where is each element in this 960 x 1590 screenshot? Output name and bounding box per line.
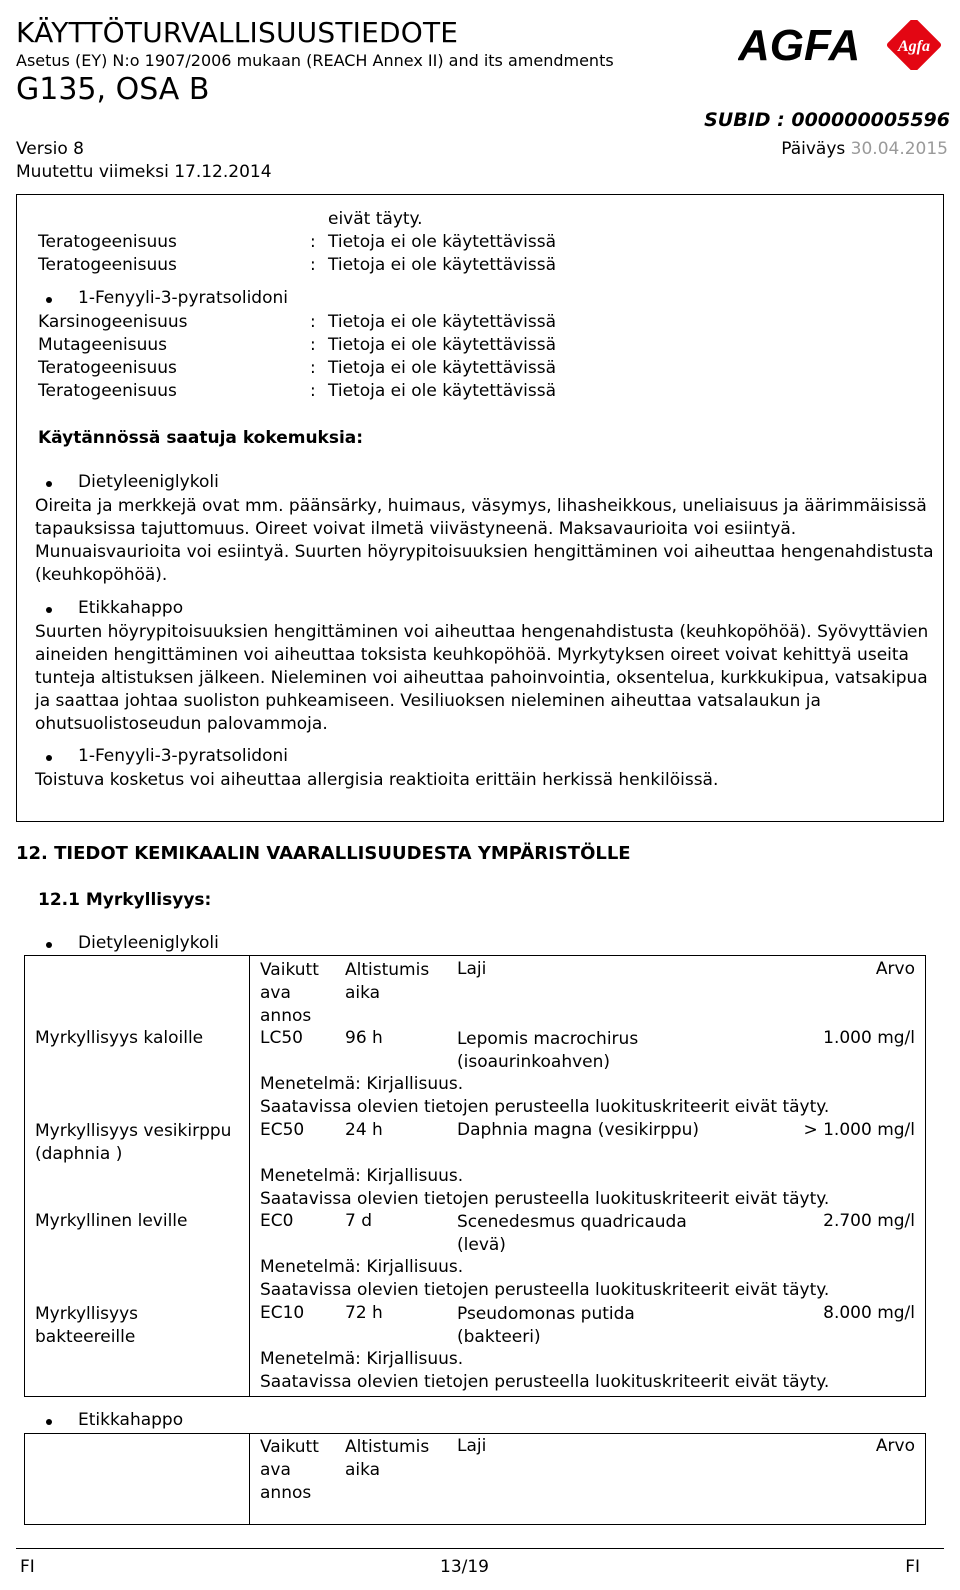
classification-note: Saatavissa olevien tietojen perusteella luokituskriteerit eivät täyty.	[260, 1189, 830, 1209]
property-label: Mutageenisuus	[38, 335, 167, 355]
footer-divider	[16, 1548, 944, 1549]
method: Menetelmä: Kirjallisuus.	[260, 1074, 464, 1094]
last-modified: Muutettu viimeksi 17.12.2014	[16, 162, 272, 182]
bullet-icon	[46, 942, 52, 948]
exposure-time: 7 d	[345, 1211, 373, 1231]
column-header-species: Laji	[457, 959, 487, 979]
property-value: Tietoja ei ole käytettävissä	[328, 312, 557, 332]
column-header-value: Arvo	[875, 959, 915, 979]
property-label: Teratogeenisuus	[38, 255, 177, 275]
classification-note: Saatavissa olevien tietojen perusteella luokituskriteerit eivät täyty.	[260, 1372, 830, 1392]
regulation-line: Asetus (EY) N:o 1907/2006 mukaan (REACH Annex II) and its amendments	[16, 51, 614, 70]
property-value: Tietoja ei ole käytettävissä	[328, 232, 557, 252]
experience-text: Oireita ja merkkejä ovat mm. päänsärky, huimaus, väsymys, lihasheikkous, uneliaisuus ja äärimmäisissä tapauksissa tajuttomuus. Oireet voivat ilmetä viivästyneenä. Maksavaurioita voi esiintyä. Munuaisvaurioita voi esiintyä. Suurten höyrypitoisuuksien hengittäminen voi aiheuttaa hengenahdistusta (keuhkopöhöä).	[35, 496, 934, 585]
property-value: Tietoja ei ole käytettävissä	[328, 358, 557, 378]
table-label-column	[24, 1433, 250, 1525]
colon: :	[310, 232, 316, 252]
agfa-logo	[738, 20, 948, 70]
colon: :	[310, 335, 316, 355]
subid: SUBID : 000000005596	[704, 109, 950, 131]
svg-text:AGFA: AGFA	[738, 21, 861, 70]
bullet-icon	[46, 607, 52, 613]
substance-name: 1-Fenyyli-3-pyratsolidoni	[78, 746, 289, 766]
species: Pseudomonas putida (bakteeri)	[457, 1304, 635, 1347]
page-number: 13/19	[440, 1557, 489, 1577]
substance-name: Dietyleeniglykoli	[78, 472, 219, 492]
colon: :	[310, 255, 316, 275]
agfa-logo-graphic	[738, 20, 948, 70]
toxicity-label: Myrkyllinen leville	[35, 1211, 188, 1231]
colon: :	[310, 312, 316, 332]
endpoint: EC10	[260, 1303, 305, 1323]
substance-name: Dietyleeniglykoli	[78, 933, 219, 953]
section-12-heading: 12. TIEDOT KEMIKAALIN VAARALLISUUDESTA YMPÄRISTÖLLE	[16, 843, 631, 864]
species: Scenedesmus quadricauda (levä)	[457, 1212, 687, 1255]
footer-language-right: FI	[905, 1557, 920, 1577]
endpoint: EC0	[260, 1211, 294, 1231]
classification-note: Saatavissa olevien tietojen perusteella luokituskriteerit eivät täyty.	[260, 1280, 830, 1300]
substance-name: 1-Fenyyli-3-pyratsolidoni	[78, 288, 289, 308]
endpoint: EC50	[260, 1120, 305, 1140]
method: Menetelmä: Kirjallisuus.	[260, 1166, 464, 1186]
exposure-time: 96 h	[345, 1028, 383, 1048]
species: Lepomis macrochirus (isoaurinkoahven)	[457, 1029, 639, 1072]
toxicity-label: Myrkyllisyys vesikirppu (daphnia )	[35, 1121, 232, 1164]
date-label: Päiväys	[781, 139, 846, 159]
substance-name: Etikkahappo	[78, 1410, 184, 1430]
bullet-icon	[46, 297, 52, 303]
property-label: Teratogeenisuus	[38, 232, 177, 252]
product-name: G135, OSA B	[16, 72, 210, 107]
toxicity-value: 8.000 mg/l	[823, 1303, 915, 1323]
subsection-heading: 12.1 Myrkyllisyys:	[38, 890, 212, 910]
toxicity-label: Myrkyllisyys bakteereille	[35, 1304, 139, 1347]
experience-heading: Käytännössä saatuja kokemuksia:	[38, 428, 364, 448]
toxicity-value: 2.700 mg/l	[823, 1211, 915, 1231]
property-label: Teratogeenisuus	[38, 358, 177, 378]
footer-language-left: FI	[20, 1557, 35, 1577]
column-header-time: Altistumis aika	[345, 960, 430, 1003]
bullet-icon	[46, 481, 52, 487]
exposure-time: 24 h	[345, 1120, 383, 1140]
exposure-time: 72 h	[345, 1303, 383, 1323]
property-label: Karsinogeenisuus	[38, 312, 188, 332]
species: Daphnia magna (vesikirppu)	[457, 1120, 700, 1140]
svg-text:Agfa: Agfa	[898, 38, 930, 55]
method: Menetelmä: Kirjallisuus.	[260, 1257, 464, 1277]
continuation-text: eivät täyty.	[328, 209, 423, 229]
column-header-species: Laji	[457, 1436, 487, 1456]
property-value: Tietoja ei ole käytettävissä	[328, 381, 557, 401]
date-value: 30.04.2015	[850, 139, 948, 159]
classification-note: Saatavissa olevien tietojen perusteella luokituskriteerit eivät täyty.	[260, 1097, 830, 1117]
method: Menetelmä: Kirjallisuus.	[260, 1349, 464, 1369]
column-header-time: Altistumis aika	[345, 1437, 430, 1480]
bullet-icon	[46, 1419, 52, 1425]
version: Versio 8	[16, 139, 84, 159]
experience-text: Toistuva kosketus voi aiheuttaa allergisia reaktioita erittäin herkissä henkilöissä.	[35, 770, 719, 790]
toxicity-value: 1.000 mg/l	[823, 1028, 915, 1048]
column-header-endpoint: Vaikutt ava annos	[260, 1437, 319, 1503]
property-value: Tietoja ei ole käytettävissä	[328, 335, 557, 355]
colon: :	[310, 358, 316, 378]
bullet-icon	[46, 755, 52, 761]
experience-text: Suurten höyrypitoisuuksien hengittäminen voi aiheuttaa hengenahdistusta (keuhkopöhöä). Syövyttävien aineiden hengittäminen voi aiheuttaa toksista keuhkopöhöä. Myrkytyksen oireet voivat kehittyä useita tunteja altistuksen jälkeen. Nieleminen voi aiheuttaa pahoinvointia, oksentelua, kurkkukipua, vatsakipua ja saattaa johtaa suoliston puhkeamiseen. Vesiliuoksen nieleminen aiheuttaa vatsalaukun ja ohutsuolistoseudun palovammoja.	[35, 622, 929, 734]
column-header-endpoint: Vaikutt ava annos	[260, 960, 319, 1026]
date	[781, 139, 948, 159]
toxicity-label: Myrkyllisyys kaloille	[35, 1028, 204, 1048]
toxicity-value: > 1.000 mg/l	[803, 1120, 915, 1140]
endpoint: LC50	[260, 1028, 303, 1048]
substance-name: Etikkahappo	[78, 598, 184, 618]
column-header-value: Arvo	[875, 1436, 915, 1456]
property-label: Teratogeenisuus	[38, 381, 177, 401]
property-value: Tietoja ei ole käytettävissä	[328, 255, 557, 275]
colon: :	[310, 381, 316, 401]
document-title: KÄYTTÖTURVALLISUUSTIEDOTE	[16, 16, 459, 49]
